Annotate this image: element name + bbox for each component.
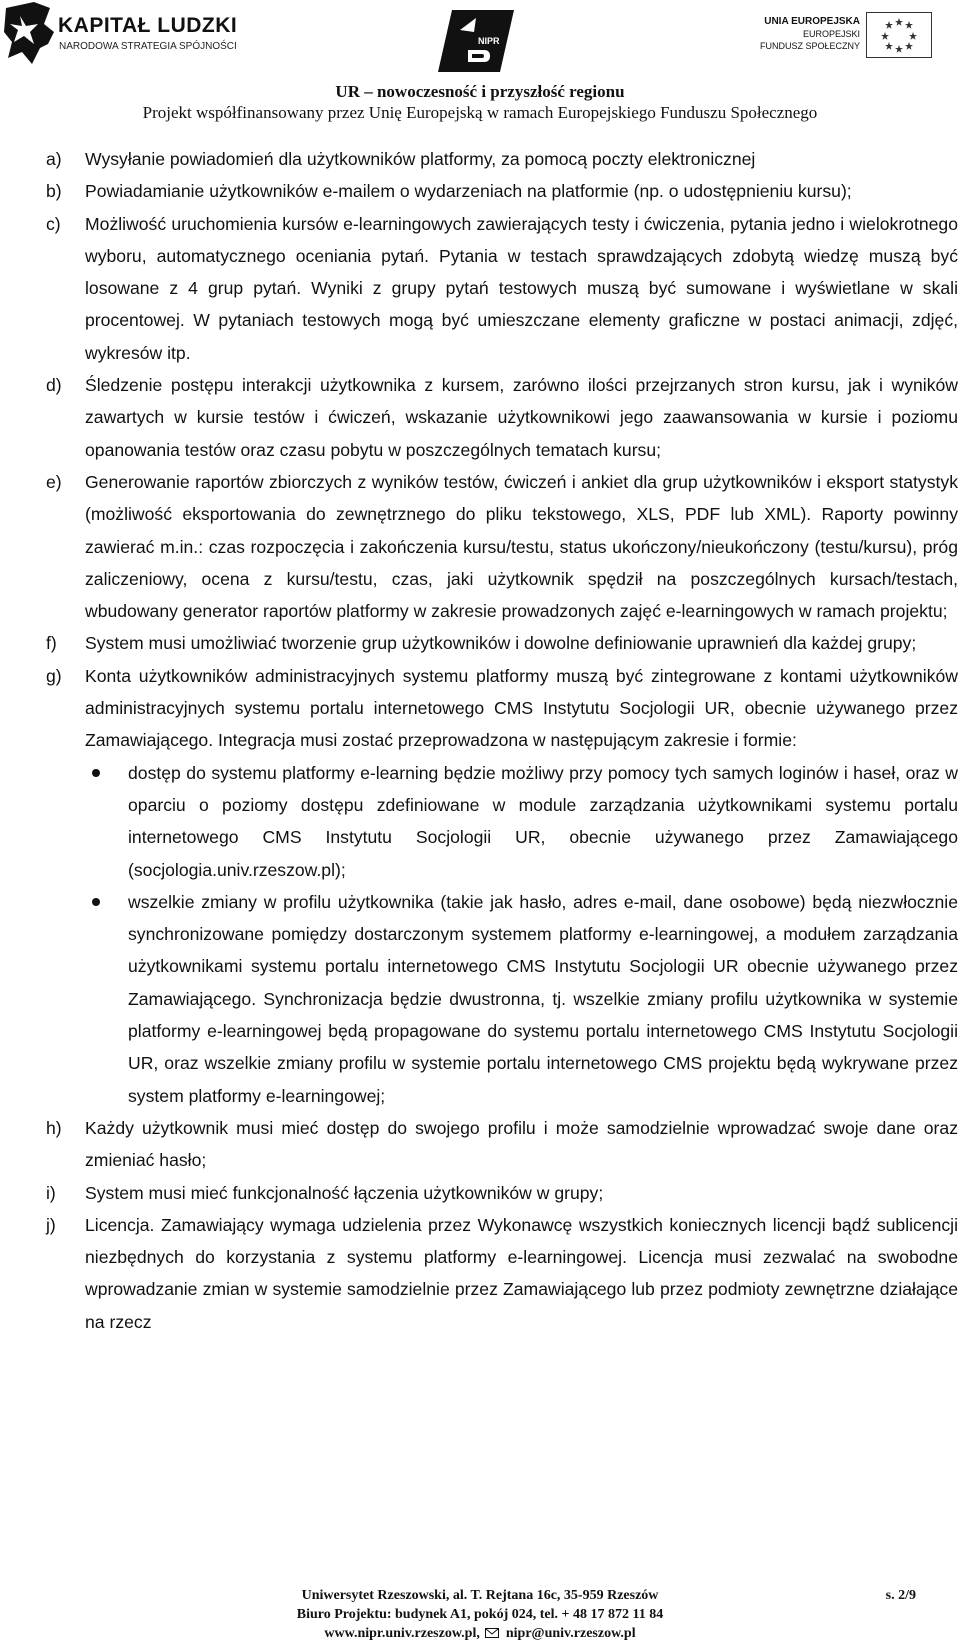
list-item (44, 466, 958, 627)
list-item-text: Możliwość uruchomienia kursów e-learningowych zawierających testy i ćwiczenia, pytania jedno i wielokrotnego wyboru, automatycznego oceniania pytań. Pytania w testach sprawdzających zdobytą wiedzę muszą być losowane z 4 grup pytań. Wyniki z grupy pytań testowych muszą być sumowane i wyświetlane w skali procentowej. W pytaniach testowych mogą być umieszczane elementy graficzne w postaci animacji, zdjęć, wykresów itp. (85, 213, 958, 363)
bullet-item (85, 757, 958, 886)
list-item-label: i) (46, 1182, 56, 1203)
list-item-text: Wysyłanie powiadomień dla użytkowników platformy, za pomocą poczty elektronicznej (85, 149, 756, 169)
eu-logo-line-2: EUROPEJSKI (802, 29, 860, 39)
logo-left-subtitle: NARODOWA STRATEGIA SPÓJNOŚCI (59, 41, 237, 52)
list-item-text: Powiadamianie użytkowników e-mailem o wydarzeniach na platformie (np. o udostępnieniu kursu); (85, 181, 852, 202)
list-item (44, 369, 958, 466)
bullet-text: wszelkie zmiany w profilu użytkownika (takie jak hasło, adres e-mail, dane osobowe) będą niezwłocznie synchronizowane pomiędzy dostarczonym systemem platformy e-learningowej, a modułem zarządzania użytkownikami systemu portalu internetowego CMS Instytutu Socjologii UR obecnie używanego przez Zamawiającego. Synchronizacja będzie dwustronna, tj. wszelkie zmiany profilu użytkownika w systemie platformy e-learningowej będą propagowane do systemu portalu internetowego CMS Instytutu Socjologii UR, oraz wszelkie zmiany profilu w systemie portalu internetowego CMS projektu będą wykrywane przez system platformy e-learningowej; (128, 891, 958, 1106)
list-item (44, 1177, 958, 1209)
nipr-logo (438, 10, 514, 72)
list-item-label: h) (46, 1117, 62, 1138)
list-item-text: Generowanie raportów zbiorczych z wyników testów, ćwiczeń i ankiet dla grup użytkowników i eksport statystyk (możliwość eksportowania do zewnętrznego do pliku tekstowego, XLS, PDF lub XML). Raporty powinny zawierać m.in.: czas rozpoczęcia i zakończenia kursu/testu, status ukończony/nieukończony (testu/kursu), próg zaliczeniowy, ocena z kursu/testu, czas, jaki użytkownik spędził na poszczególnych kursach/testach, wbudowany generator raportów platformy w zakresie prowadzonych zajęć e-learningowych w ramach projektu; (85, 471, 958, 622)
footer-website-link[interactable]: www.nipr.univ.rzeszow.pl, (324, 1626, 480, 1641)
list-item-label: f) (46, 633, 57, 654)
list-item-label: a) (46, 149, 62, 169)
list-item (44, 660, 958, 1112)
list-item-text: Śledzenie postępu interakcji użytkownika z kursem, zarówno ilości przejrzanych stron kursu, jak i wyników zawartych w kursie testów i ćwiczeń, wskazanie użytkownikowi jego zaawansowania w kursie i poziomu opanowania testów oraz czasu pobytu w poszczególnych tematach kursu; (85, 375, 958, 460)
page-footer (0, 1580, 960, 1650)
list-item (44, 208, 958, 369)
list-item (44, 1209, 958, 1338)
list-item-text: System musi umożliwiać tworzenie grup użytkowników i dowolne definiowanie uprawnień dla każdej grupy; (85, 633, 917, 654)
envelope-icon (485, 1628, 499, 1638)
project-subtitle: Projekt współfinansowany przez Unię Europejską w ramach Europejskiego Funduszu Społecznego (142, 103, 818, 122)
bullet-dot-icon (92, 898, 100, 906)
list-item-text: Konta użytkowników administracyjnych systemu platformy muszą być zintegrowane z kontami użytkowników administracyjnych systemu portalu internetowego CMS Instytutu Socjologii UR, obecnie używanego przez Zamawiającego. Integracja musi zostać przeprowadzona w następującym zakresie i formie: (85, 665, 958, 751)
list-item-label: d) (46, 375, 62, 396)
logo-left-title: KAPITAŁ LUDZKI (58, 14, 238, 37)
page-number: s. 2/9 (885, 1588, 916, 1603)
bullet-dot-icon (92, 769, 100, 777)
list-item-label: g) (46, 665, 62, 686)
eu-logo-line-1: UNIA EUROPEJSKA (764, 16, 860, 27)
eu-flag-icon (866, 12, 932, 58)
page-header (0, 0, 960, 130)
document-body (44, 143, 958, 1338)
list-item (44, 1112, 958, 1177)
list-item (44, 143, 958, 175)
list-item-text: System musi mieć funkcjonalność łączenia użytkowników w grupy; (85, 1182, 604, 1203)
eu-logo-line-3: FUNDUSZ SPOŁECZNY (759, 41, 860, 51)
list-item-text: Licencja. Zamawiający wymaga udzielenia przez Wykonawcę wszystkich koniecznych licencji bądź sublicencji niezbędnych do korzystania z systemu platformy e-learningowej. Licencja musi zezwalać na swobodne wprowadzanie zmian w systemie samodzielnie przez Zamawiającego lub przez podmioty zewnętrzne działające na rzecz (85, 1214, 958, 1332)
bullet-item (85, 886, 958, 1112)
eu-logo (759, 12, 932, 62)
footer-email-link[interactable]: nipr@univ.rzeszow.pl (505, 1626, 636, 1641)
list-item (44, 627, 958, 659)
project-title: UR – nowoczesność i przyszłość regionu (335, 82, 625, 101)
list-item (44, 175, 958, 207)
nipr-emblem-icon (438, 10, 514, 72)
footer-address: Uniwersytet Rzeszowski, al. T. Rejtana 16c, 35-959 Rzeszów (301, 1588, 659, 1603)
nipr-logo-text: NIPR (478, 36, 500, 46)
bullet-list (85, 757, 958, 1112)
footer-contact (0, 1626, 960, 1642)
list-item-label: j) (46, 1214, 56, 1235)
kapital-ludzki-logo (4, 2, 264, 68)
list-item-label: b) (46, 181, 62, 202)
list-item-text: Każdy użytkownik musi mieć dostęp do swojego profilu i może samodzielnie wprowadzać swoje dane oraz zmieniać hasło; (85, 1117, 958, 1171)
list-item-label: e) (46, 471, 62, 492)
kapital-ludzki-emblem-icon (4, 2, 56, 68)
list-item-label: c) (46, 213, 61, 234)
footer-office: Biuro Projektu: budynek A1, pokój 024, tel. + 48 17 872 11 84 (296, 1607, 664, 1622)
bullet-text: dostęp do systemu platformy e-learning będzie możliwy przy pomocy tych samych loginów i haseł, oraz w oparciu o poziomy dostępu zdefiniowane w module zarządzania użytkownikami systemu portalu internetowego CMS Instytutu Socjologii UR, obecnie używanego przez Zamawiającego (socjologia.univ.rzeszow.pl); (128, 762, 958, 880)
